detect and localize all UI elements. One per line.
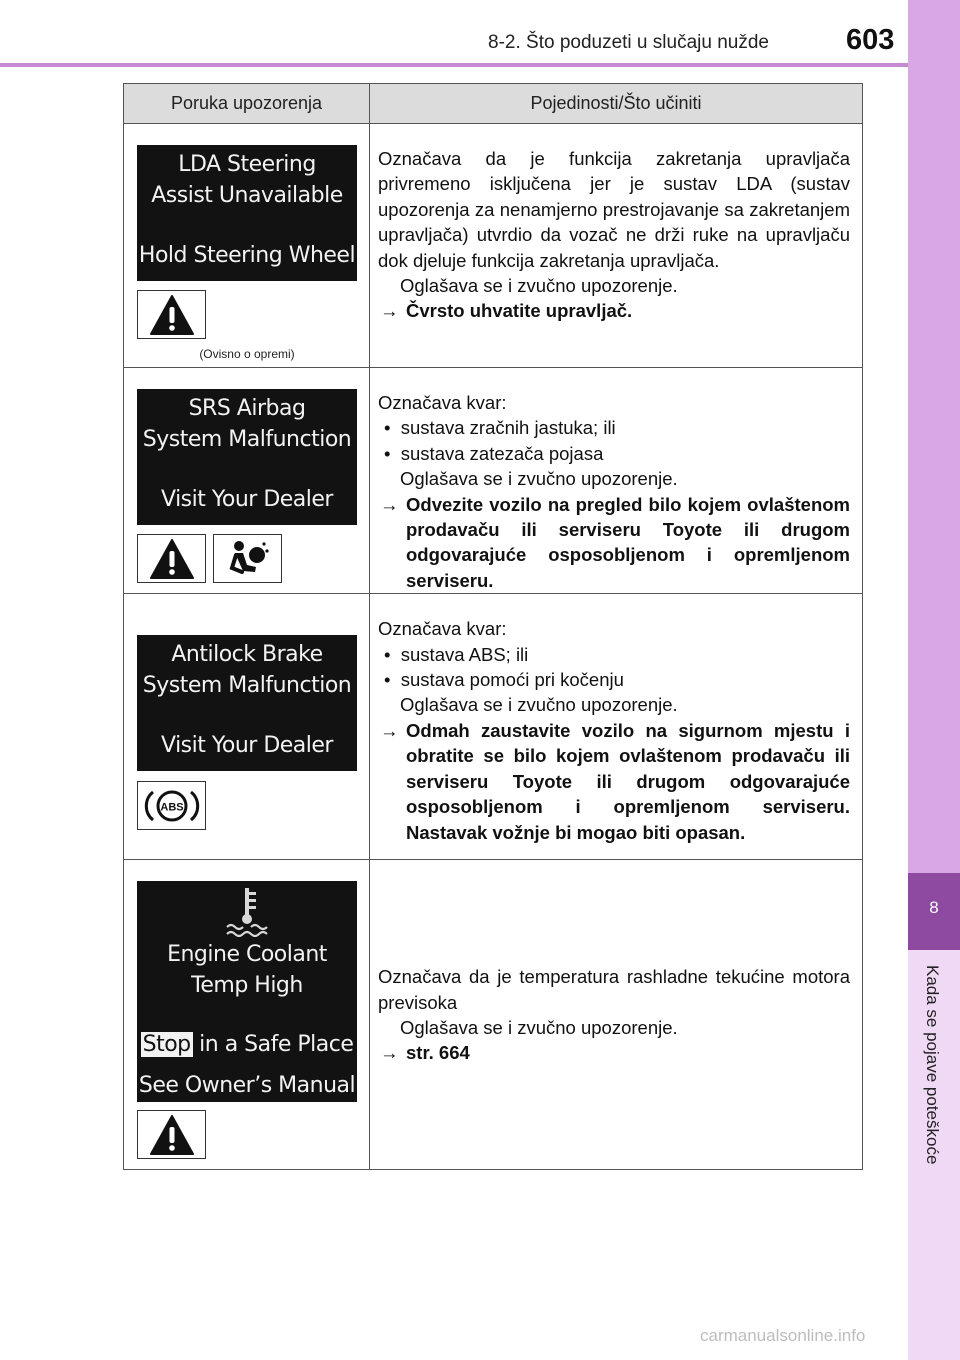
lda-display-message [137,145,357,281]
warning-messages-table [123,83,863,1170]
display-line: Visit Your Dealer [161,733,333,759]
side-tab-upper [908,0,960,873]
warning-message-cell [124,860,370,1170]
table-row [124,124,863,368]
warning-triangle-icon [137,534,206,583]
action-text: Čvrsto uhvatite upravljač. [406,300,633,322]
equipment-caption: (Ovisno o opremi) [199,347,295,361]
list-item: • sustava pomoći pri kočenju [384,669,624,691]
page-reference-link[interactable] [378,1040,850,1065]
arrow-icon: → [380,719,399,741]
chapter-side-tab [908,0,960,1360]
chapter-number: 8 [929,898,939,917]
action-text: Odvezite vozilo na pregled bilo kojem ovlaštenom prodavaču ili serviseru Toyote ili drugom odgovarajuće osposobljenom i opremljenom serviseru. [406,493,850,591]
table-header-row [124,84,863,124]
description-text: Označava da je funkcija zakretanja upravljača privremeno isključena jer je sustav LDA (sustav upozorenja za nenamjerno prestrojavanje sa zakretanjem upravljača) utvrdio da vozač ne drži ruke na upravljaču dok djeluje funkcija zakretanja upravljača. [378,148,850,271]
display-line: Engine Coolant [167,942,327,968]
warning-triangle-icon [137,290,206,339]
watermark: carmanualsonline.info [700,1326,866,1345]
warning-message-cell [124,594,370,860]
display-line: See Owner’s Manual [138,1073,356,1099]
action-instruction [378,298,850,323]
intro-text: Označava kvar: [378,618,507,640]
display-line: Hold Steering Wheel [138,243,356,268]
stop-highlight: Stop [142,1032,191,1058]
list-item-text: sustava pomoći pri kočenju [400,669,624,691]
srs-display-message [137,389,357,525]
display-line: System Malfunction [142,673,352,699]
sound-note: Oglašava se i zvučno upozorenje. [400,1017,678,1039]
abs-icon [137,781,206,830]
display-line: Assist Unavailable [151,183,343,208]
display-line: LDA Steering [178,152,316,177]
warning-message-cell [124,368,370,594]
details-cell [370,594,863,860]
display-line: Visit Your Dealer [161,487,333,512]
list-item: • sustava ABS; ili [384,643,529,665]
list-item-text: sustava zatezača pojasa [400,442,604,464]
warning-message-cell [124,124,370,368]
abs-display-message [137,635,357,771]
section-title: 8-2. Što poduzeti u slučaju nužde [488,32,769,53]
table-row [124,860,863,1170]
display-line: SRS Airbag [188,396,306,421]
arrow-icon: → [380,1042,399,1064]
abs-icon-label: ABS [159,801,184,814]
sound-note: Oglašava se i zvučno upozorenje. [400,275,678,297]
list-item: • sustava zračnih jastuka; ili [384,417,616,439]
column-header-details: Pojedinosti/Što učiniti [370,84,863,124]
list-item-text: sustava zračnih jastuka; ili [400,417,616,439]
action-instruction [378,718,850,845]
intro-text: Označava kvar: [378,392,507,413]
coolant-display-message [137,881,357,1102]
display-line-text: in a Safe Place [199,1032,354,1058]
details-cell [370,860,863,1170]
arrow-icon: → [380,493,399,515]
action-text: Odmah zaustavite vozilo na sigurnom mjestu i obratite se bilo kojem ovlaštenom prodavaču ili serviseru Toyote ili drugom odgovarajuće osposobljenom i opremljenom serviseru. Nastavak vožnje bi mogao biti opasan. [406,719,850,843]
column-header-message: Poruka upozorenja [124,84,370,124]
page-number: 603 [846,24,895,56]
details-cell [370,368,863,594]
chapter-title: Kada se pojave poteškoće [923,965,942,1165]
arrow-icon: → [380,300,399,322]
action-instruction [378,492,850,594]
table-row [124,368,863,594]
list-item-text: sustava ABS; ili [400,643,529,665]
display-line: System Malfunction [142,427,352,452]
warning-triangle-icon [137,1110,206,1159]
details-cell [370,124,863,368]
airbag-icon [213,534,282,583]
coolant-temperature-icon [137,883,357,939]
table-row [124,594,863,860]
description-text: Označava da je temperatura rashladne tekućine motora previsoka [378,966,850,1013]
sound-note: Oglašava se i zvučno upozorenje. [400,694,678,716]
list-item: • sustava zatezača pojasa [384,442,604,464]
display-line: Antilock Brake [171,642,323,668]
page-reference-text: str. 664 [406,1042,470,1064]
sound-note: Oglašava se i zvučno upozorenje. [400,468,678,490]
display-line: Temp High [191,973,303,999]
display-line [137,1029,357,1060]
header-rule [0,63,908,67]
